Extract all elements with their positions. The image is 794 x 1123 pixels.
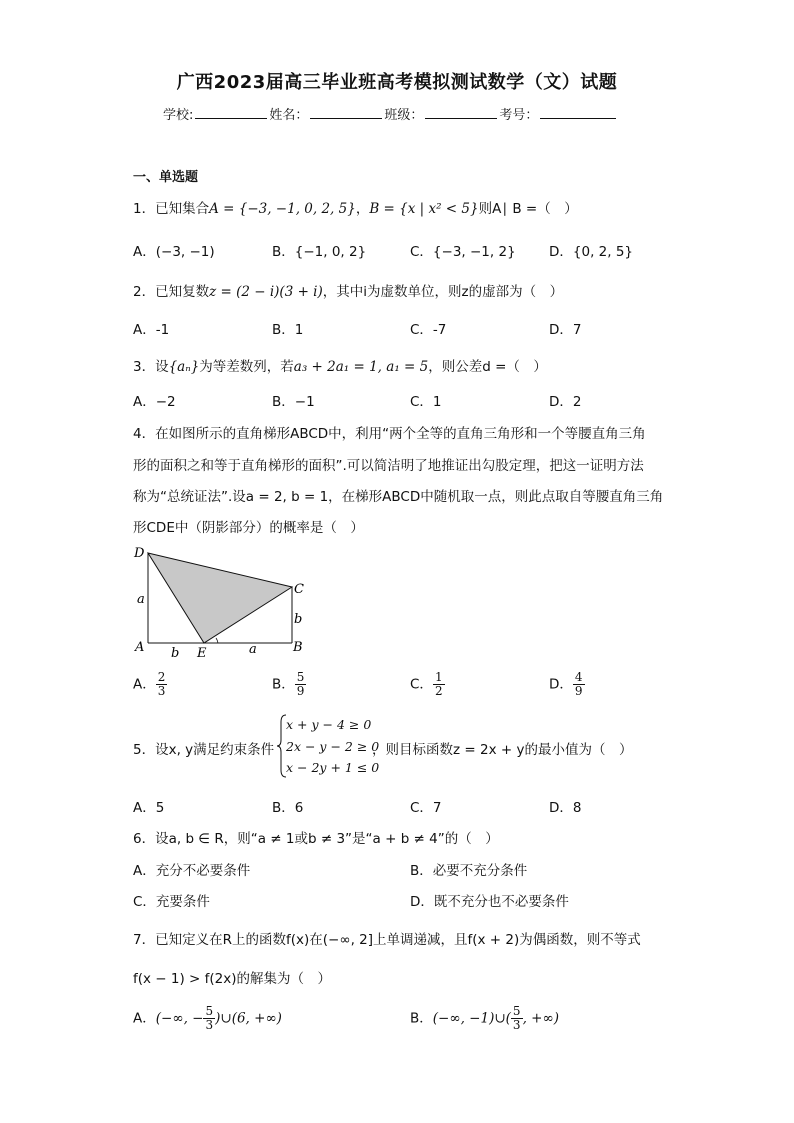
q2-formula: z = (2 − i)(3 + i) — [209, 284, 323, 300]
q4-option-a[interactable] — [133, 671, 167, 698]
q7-option-b-label: B． — [410, 1010, 433, 1027]
constraint-2: 2x − y − 2 ≥ 0 — [286, 739, 380, 754]
q3-option-b[interactable]: B．−1 — [272, 394, 315, 410]
class-label: 班级： — [384, 108, 424, 123]
q1-option-a[interactable]: A．(−3, −1) — [133, 244, 215, 260]
question-7-line-1: 7．已知定义在R上的函数f(x)在(−∞, 2]上单调递减，且f(x + 2)为偶函数，则不等式 — [133, 932, 641, 948]
q5-option-d[interactable]: D．8 — [549, 800, 582, 816]
numerator: 2 — [157, 670, 166, 684]
denominator: 9 — [574, 684, 583, 698]
label-a-left: a — [137, 592, 145, 607]
q2-option-d[interactable]: D．7 — [549, 322, 582, 338]
exam-no-field[interactable] — [540, 106, 616, 119]
q4-option-c[interactable] — [410, 671, 445, 698]
q2-option-a[interactable]: A．-1 — [133, 322, 170, 338]
numerator: 5 — [512, 1004, 521, 1018]
q7-option-b[interactable] — [410, 1005, 559, 1032]
q1-set-b: B = {x | x² < 5} — [369, 201, 479, 217]
numerator: 5 — [296, 670, 305, 684]
q3-option-d[interactable]: D．2 — [549, 394, 582, 410]
q7-option-a-pre: (−∞, − — [155, 1010, 204, 1027]
q5-option-b[interactable]: B．6 — [272, 800, 304, 816]
q1-text-post: 则A∣ B =（ ） — [478, 201, 578, 217]
school-label: 学校: — [163, 108, 194, 123]
denominator: 3 — [205, 1018, 214, 1032]
q7-option-b-fraction — [511, 1005, 523, 1032]
page-title: 广西2023届高三毕业班高考模拟测试数学（文）试题 — [176, 72, 618, 93]
q1-set-a: A = {−3, −1, 0, 2, 5} — [209, 201, 356, 217]
denominator: 9 — [296, 684, 305, 698]
constraint-1: x + y − 4 ≥ 0 — [286, 717, 372, 732]
q4-option-b-label: B． — [272, 676, 295, 693]
label-a-bottom: a — [249, 642, 257, 657]
question-7-line-2: f(x − 1) > f(2x)的解集为（ ） — [133, 971, 332, 987]
q3-sequence: {aₙ} — [168, 359, 200, 375]
denominator: 3 — [512, 1018, 521, 1032]
shaded-triangle-cde — [148, 553, 292, 643]
label-b-vertex: B — [293, 640, 303, 655]
question-6-stem: 6．设a, b ∈ R，则“a ≠ 1或b ≠ 3”是“a + b ≠ 4”的（ ） — [133, 831, 499, 847]
question-5-stem-post: ，则目标函数z = 2x + y的最小值为（ ） — [372, 742, 633, 758]
section-heading: 一、单选题 — [133, 170, 199, 185]
denominator: 2 — [434, 684, 443, 698]
q7-option-a[interactable] — [133, 1005, 282, 1032]
q1-text-pre: 1．已知集合 — [133, 201, 210, 217]
question-4-line-4: 形CDE中（阴影部分）的概率是（ ） — [133, 520, 364, 536]
q4-option-c-label: C． — [410, 676, 433, 693]
q7-option-a-label: A． — [133, 1010, 156, 1027]
question-4-line-3: 称为“总统证法”.设a = 2, b = 1，在梯形ABCD中随机取一点，则此点取自等腰直角三角 — [133, 489, 664, 505]
question-2-stem — [133, 280, 563, 300]
q7-option-b-post: , +∞) — [522, 1010, 559, 1027]
q7-option-a-fraction — [203, 1005, 215, 1032]
q6-option-c[interactable]: C．充要条件 — [133, 894, 210, 910]
q4-option-d-fraction — [573, 671, 585, 698]
label-b-bottom: b — [171, 646, 180, 660]
denominator: 3 — [157, 684, 166, 698]
q3-text-mid: 为等差数列，若 — [199, 359, 294, 375]
label-c: C — [294, 582, 304, 597]
q7-option-b-pre: (−∞, −1)∪( — [432, 1010, 511, 1027]
q2-text-post: ，其中i为虚数单位，则z的虚部为（ ） — [322, 284, 564, 300]
q4-option-b[interactable] — [272, 671, 306, 698]
q7-option-a-post: )∪(6, +∞) — [215, 1010, 282, 1027]
student-info-line — [163, 104, 618, 123]
q6-option-b[interactable]: B．必要不充分条件 — [410, 863, 528, 879]
q5-option-c[interactable]: C．7 — [410, 800, 442, 816]
exam-no-label: 考号： — [499, 108, 539, 123]
q3-text-post: ，则公差d =（ ） — [428, 359, 547, 375]
q3-option-c[interactable]: C．1 — [410, 394, 442, 410]
numerator: 4 — [574, 670, 583, 684]
q6-option-d[interactable]: D．既不充分也不必要条件 — [410, 894, 569, 910]
name-field[interactable] — [310, 106, 382, 119]
label-b-right: b — [294, 612, 303, 627]
q3-condition: a₃ + 2a₁ = 1, a₁ = 5 — [293, 359, 429, 375]
question-3-stem — [133, 355, 547, 375]
q4-option-b-fraction — [295, 671, 307, 698]
numerator: 5 — [205, 1004, 214, 1018]
name-label: 姓名： — [269, 108, 309, 123]
q6-option-a[interactable]: A．充分不必要条件 — [133, 863, 251, 879]
label-d: D — [134, 546, 145, 561]
q3-option-a[interactable]: A．−2 — [133, 394, 176, 410]
q4-option-d[interactable] — [549, 671, 585, 698]
q2-text-pre: 2．已知复数 — [133, 284, 210, 300]
constraint-3: x − 2y + 1 ≤ 0 — [286, 760, 380, 775]
question-5-stem-pre: 5．设x, y满足约束条件 — [133, 742, 275, 758]
question-4-line-2: 形的面积之和等于直角梯形的面积”.可以简洁明了地推证出勾股定理，把这一证明方法 — [133, 458, 644, 474]
trapezoid-figure — [130, 545, 310, 660]
q4-option-d-label: D． — [549, 676, 573, 693]
q2-option-c[interactable]: C．-7 — [410, 322, 447, 338]
q1-option-b[interactable]: B．{−1, 0, 2} — [272, 244, 367, 260]
label-a-vertex: A — [135, 640, 145, 655]
class-field[interactable] — [425, 106, 497, 119]
q4-option-a-fraction — [156, 671, 168, 698]
q1-text-mid: ， — [355, 201, 370, 217]
angle-mark — [216, 638, 218, 643]
school-field[interactable] — [195, 106, 267, 119]
q4-option-c-fraction — [433, 671, 445, 698]
q1-option-d[interactable]: D．{0, 2, 5} — [549, 244, 634, 260]
q1-option-c[interactable]: C．{−3, −1, 2} — [410, 244, 516, 260]
q4-option-a-label: A． — [133, 676, 156, 693]
numerator: 1 — [434, 670, 443, 684]
label-e: E — [197, 646, 207, 660]
q2-option-b[interactable]: B．1 — [272, 322, 304, 338]
q5-option-a[interactable]: A．5 — [133, 800, 165, 816]
question-4-line-1: 4．在如图所示的直角梯形ABCD中，利用“两个全等的直角三角形和一个等腰直角三角 — [133, 426, 646, 442]
q3-text-pre: 3．设 — [133, 359, 169, 375]
question-1-stem — [133, 197, 578, 217]
